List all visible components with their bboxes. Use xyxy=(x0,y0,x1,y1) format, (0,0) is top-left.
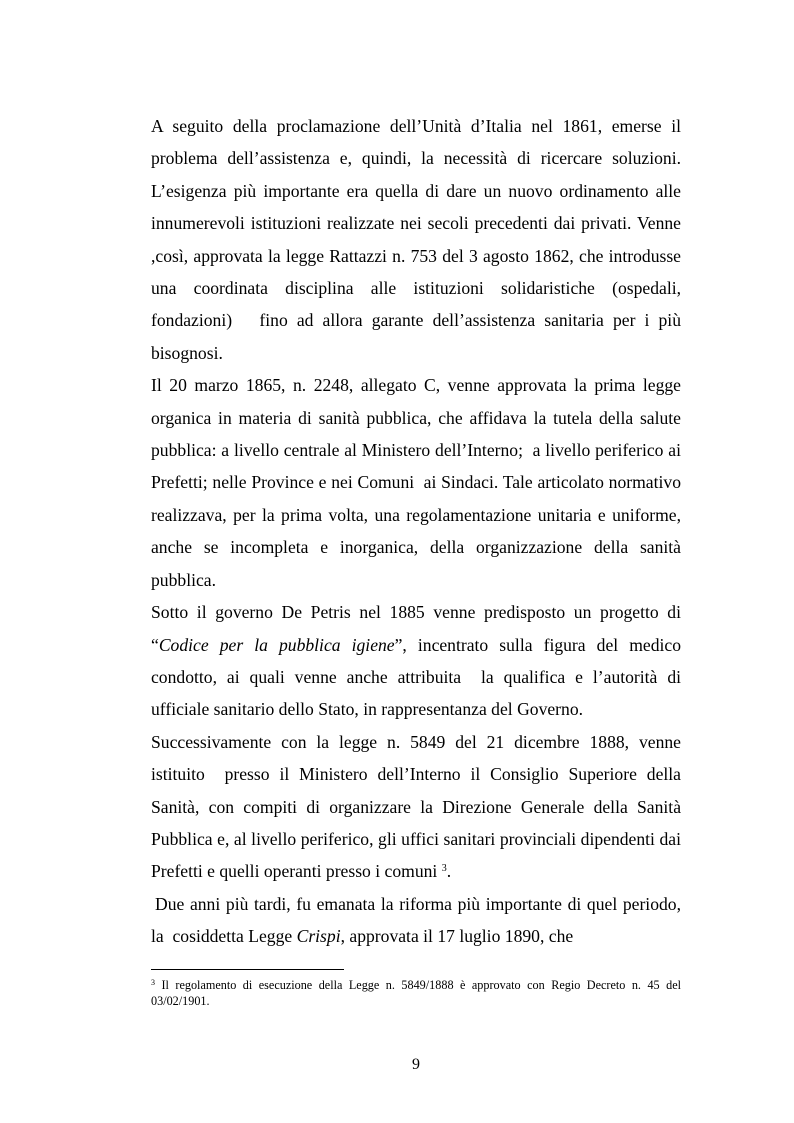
paragraph-text: . xyxy=(446,861,452,882)
paragraph-legge-1865 xyxy=(151,369,681,596)
paragraph-legge-1888 xyxy=(151,726,681,888)
footnote-marker: 3 xyxy=(151,978,155,987)
paragraph-text: , approvata il 17 luglio 1890, che xyxy=(340,926,574,947)
paragraph-legge-crispi xyxy=(151,888,681,953)
footnote-text: Il regolamento di esecuzione della Legge n. 5849/1888 è approvato con Regio Decreto n. 45 del 03/02/1901. xyxy=(151,978,681,1008)
paragraph-text: Successivamente con la legge n. 5849 del 21 dicembre 1888, venne istituito presso il Ministero dell’Interno il Consiglio Superiore della Sanità, con compiti di organizzare la Direzione Generale della Sanità Pubblica e, al livello periferico, gli uffici sanitari provinciali dipendenti dai Prefetti e quelli operanti presso i comuni xyxy=(151,731,681,882)
paragraph-unita-italia xyxy=(151,110,681,369)
paragraph-text: Due anni più tardi, fu emanata la riforma più importante di quel periodo, la cosiddetta Legge xyxy=(151,893,681,947)
footnote-reference[interactable]: 3 xyxy=(441,863,447,875)
paragraph-text: ”, incentrato sulla figura del medico condotto, ai quali venne anche attribuita la qualifica e l’autorità di ufficiale sanitario dello Stato, in rappresentanza del Governo. xyxy=(151,634,681,720)
paragraph-text: Sotto il governo De Petris nel 1885 venne predisposto un progetto di “ xyxy=(151,602,681,655)
italic-crispi: Crispi xyxy=(296,926,341,947)
paragraph-text: A seguito della proclamazione dell’Unità d’Italia nel 1861, emerse il problema dell’assistenza e, quindi, la necessità di ricercare soluzioni. L’esigenza più importante era quella di dare un nuovo ordinamento alle innumerevoli istituzioni realizzate nei secoli precedenti dai privati. Venne ,così, approvata la legge Rattazzi n. 753 del 3 agosto 1862, che introdusse una coordinata disciplina alle istituzioni solidaristiche (ospedali, fondazioni) fino ad allora garante dell’assistenza sanitaria per i più bisognosi. xyxy=(151,116,681,363)
paragraph-de-petris xyxy=(151,596,681,726)
footnote xyxy=(151,977,681,1009)
italic-codice-title: Codice per la pubblica igiene xyxy=(158,634,395,655)
paragraph-text: Il 20 marzo 1865, n. 2248, allegato C, venne approvata la prima legge organica in materia di sanità pubblica, che affidava la tutela della salute pubblica: a livello centrale al Ministero dell’Interno; a livello periferico ai Prefetti; nelle Province e nei Comuni ai Sindaci. Tale articolato normativo realizzava, per la prima volta, una regolamentazione unitaria e uniforme, anche se incompleta e inorganica, della organizzazione della sanità pubblica. xyxy=(151,375,681,590)
body-text xyxy=(151,110,681,953)
page-number: 9 xyxy=(412,1056,420,1073)
footnote-separator xyxy=(151,969,344,970)
